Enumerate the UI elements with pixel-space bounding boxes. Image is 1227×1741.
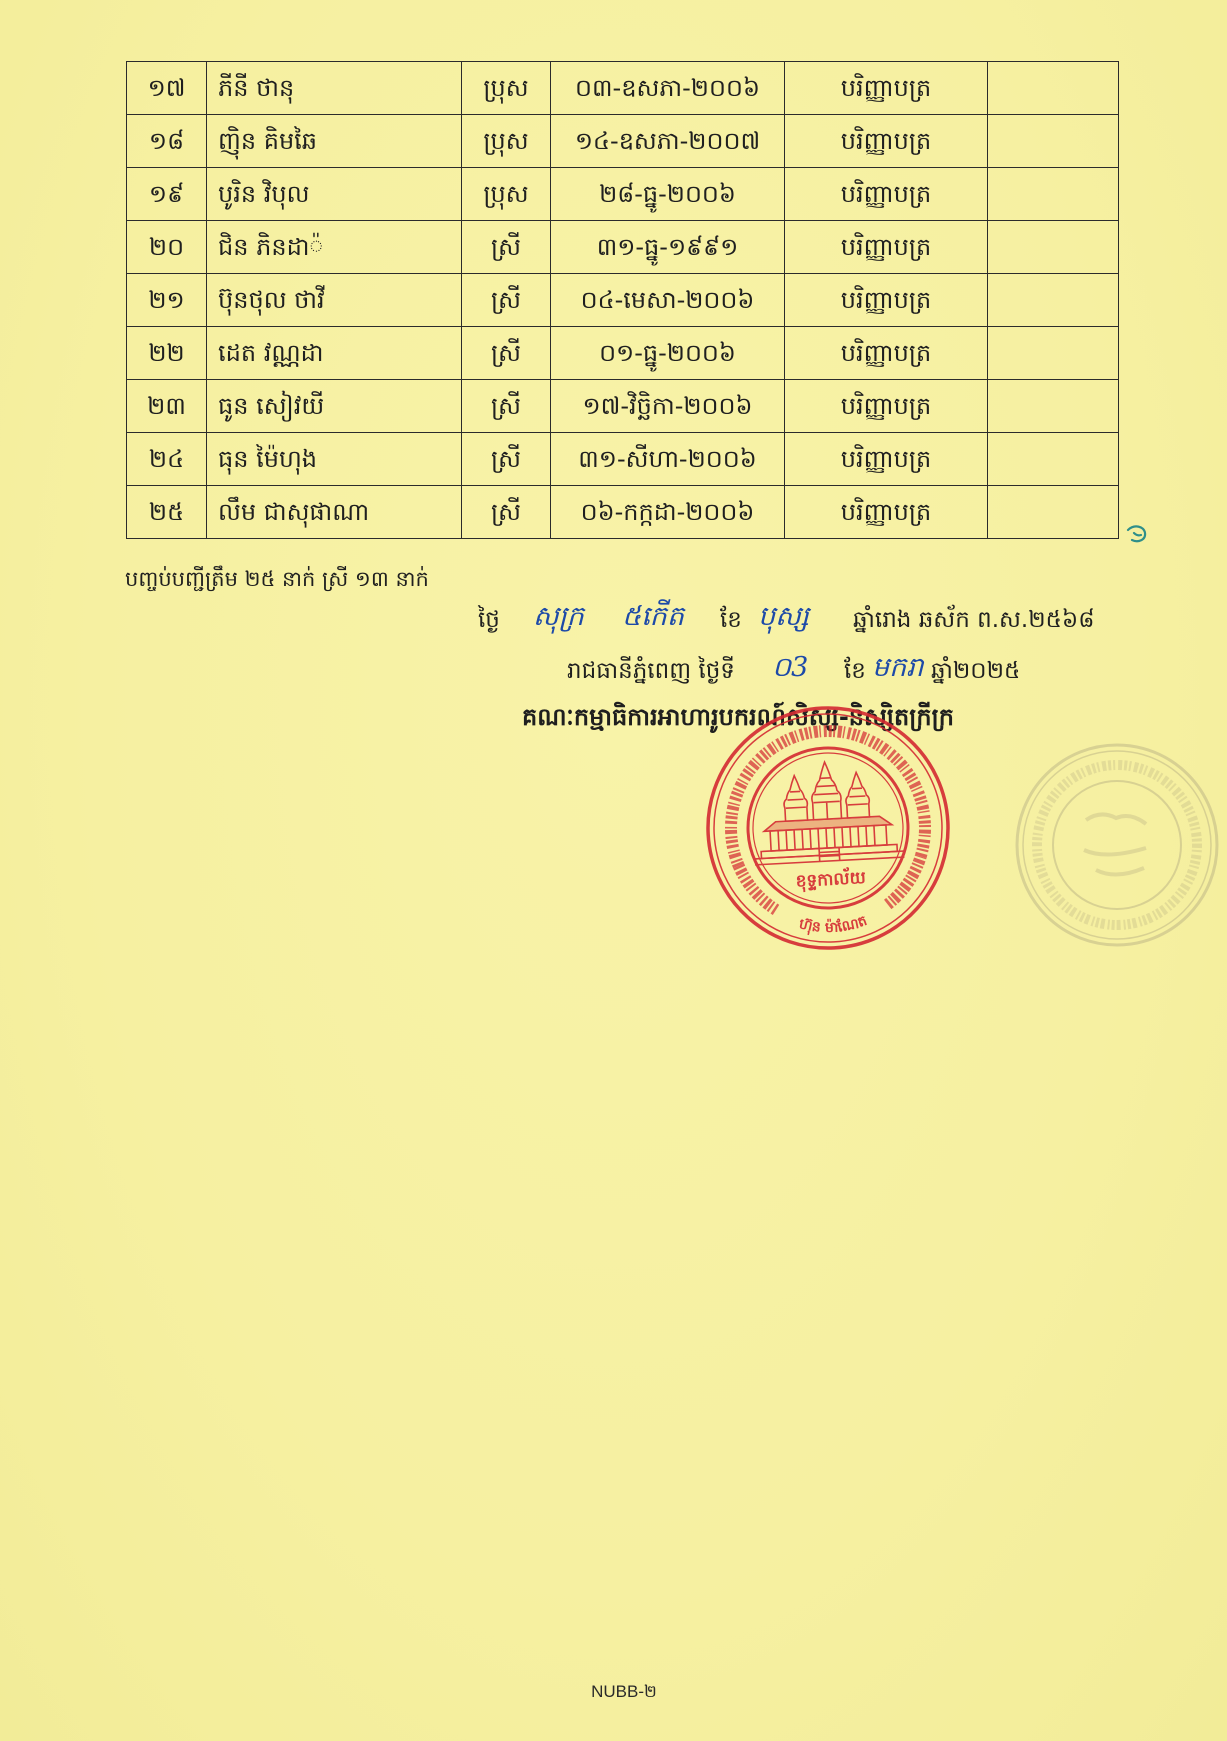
degree-cell: បរិញ្ញាបត្រ <box>785 115 988 168</box>
table-row <box>127 380 1119 433</box>
seal-center-text: ខុទ្ទកាល័យ <box>795 868 867 892</box>
civil-date-line <box>0 651 1227 691</box>
student-roster-table <box>126 61 1119 539</box>
table-row <box>127 486 1119 539</box>
degree-cell: បរិញ្ញាបត្រ <box>785 62 988 115</box>
lunar-date-line <box>0 600 1227 640</box>
lunar-month-label: ខែ <box>720 607 742 633</box>
table-row <box>127 221 1119 274</box>
degree-cell: បរិញ្ញាបត្រ <box>785 380 988 433</box>
student-name-cell: ដេត វណ្ណដា <box>207 327 462 380</box>
row-number-cell: ១៨ <box>127 115 207 168</box>
civil-day-handwritten: ០3 <box>772 652 809 683</box>
row-number-cell: ១៩ <box>127 168 207 221</box>
official-seal <box>698 698 958 958</box>
row-number-cell: ២៣ <box>127 380 207 433</box>
table-row <box>127 327 1119 380</box>
row-number-cell: ២០ <box>127 221 207 274</box>
gender-cell: ប្រុស <box>462 62 551 115</box>
civil-place-text: រាជធានីភ្នំពេញ ថ្ងៃទី <box>567 658 735 684</box>
row-number-cell: ២១ <box>127 274 207 327</box>
row-number-cell: ២៥ <box>127 486 207 539</box>
table-row <box>127 62 1119 115</box>
remark-cell <box>988 433 1119 486</box>
degree-cell: បរិញ្ញាបត្រ <box>785 168 988 221</box>
civil-month-handwritten: មករា <box>872 652 924 683</box>
remark-cell <box>988 274 1119 327</box>
row-number-cell: ២៤ <box>127 433 207 486</box>
student-name-cell: បូរិន វិបុល <box>207 168 462 221</box>
lunar-month-handwritten: បុស្ស <box>758 601 809 632</box>
lunar-day-handwritten: សុក្រ <box>533 601 584 632</box>
gender-cell: ស្រី <box>462 380 551 433</box>
table-row <box>127 168 1119 221</box>
list-summary: បញ្ចប់បញ្ជីត្រឹម ២៥ នាក់ ស្រី ១៣ នាក់ <box>125 567 429 591</box>
student-name-cell: ភីនី ថានុ <box>207 62 462 115</box>
degree-cell: បរិញ្ញាបត្រ <box>785 274 988 327</box>
gender-cell: ស្រី <box>462 221 551 274</box>
student-name-cell: ធុន ម៉ៃហុង <box>207 433 462 486</box>
gender-cell: ស្រី <box>462 486 551 539</box>
birth-date-cell: ៣១-សីហា-២០០៦ <box>551 433 785 486</box>
student-name-cell: ជិន ភិនដា៉ <box>207 221 462 274</box>
birth-date-cell: ០៣-ឧសភា-២០០៦ <box>551 62 785 115</box>
degree-cell: បរិញ្ញាបត្រ <box>785 221 988 274</box>
student-table-body <box>127 62 1119 539</box>
remark-cell <box>988 221 1119 274</box>
birth-date-cell: ១៤-ឧសភា-២០០៧ <box>551 115 785 168</box>
birth-date-cell: ២៨-ធ្នូ-២០០៦ <box>551 168 785 221</box>
gender-cell: ប្រុស <box>462 115 551 168</box>
lunar-phase-handwritten: ៥កើត <box>622 601 684 632</box>
remark-cell <box>988 62 1119 115</box>
remark-cell <box>988 486 1119 539</box>
student-name-cell: លឹម ជាសុផាណា <box>207 486 462 539</box>
birth-date-cell: ១៧-វិច្ឆិកា-២០០៦ <box>551 380 785 433</box>
row-number-cell: ១៧ <box>127 62 207 115</box>
gender-cell: ប្រុស <box>462 168 551 221</box>
faded-stamp <box>1006 740 1227 950</box>
lunar-year-text: ឆ្នាំរោង ឆស័ក ព.ស.២៥៦៨ <box>853 607 1095 633</box>
row-number-cell: ២២ <box>127 327 207 380</box>
gender-cell: ស្រី <box>462 433 551 486</box>
birth-date-cell: ០១-ធ្នូ-២០០៦ <box>551 327 785 380</box>
committee-name: គណៈកម្មាធិការអាហារូបករណ៍សិស្ស-និស្សិតក្រីក្រ <box>522 703 955 731</box>
gender-cell: ស្រី <box>462 274 551 327</box>
remark-cell <box>988 168 1119 221</box>
gender-cell: ស្រី <box>462 327 551 380</box>
student-name-cell: ប៊ុនថុល ថាវី <box>207 274 462 327</box>
remark-cell <box>988 380 1119 433</box>
lunar-day-label: ថ្ងៃ <box>478 607 500 633</box>
birth-date-cell: ៣១-ធ្នូ-១៩៩១ <box>551 221 785 274</box>
degree-cell: បរិញ្ញាបត្រ <box>785 486 988 539</box>
table-row <box>127 274 1119 327</box>
civil-year-text: ឆ្នាំ២០២៥ <box>931 658 1021 684</box>
degree-cell: បរិញ្ញាបត្រ <box>785 327 988 380</box>
remark-cell <box>988 327 1119 380</box>
student-name-cell: ធូន សៀវយី <box>207 380 462 433</box>
degree-cell: បរិញ្ញាបត្រ <box>785 433 988 486</box>
birth-date-cell: ០៤-មេសា-២០០៦ <box>551 274 785 327</box>
student-name-cell: ញ៉ិន គិមឆៃ <box>207 115 462 168</box>
table-row <box>127 433 1119 486</box>
table-row <box>127 115 1119 168</box>
remark-cell <box>988 115 1119 168</box>
civil-month-label: ខែ <box>844 658 866 684</box>
seal-ring-text: ហ៊ុន ម៉ាណែត <box>797 912 870 937</box>
handwritten-margin-mark <box>1124 523 1152 547</box>
birth-date-cell: ០៦-កក្កដា-២០០៦ <box>551 486 785 539</box>
footer-code: NUBB-២ <box>591 1682 657 1701</box>
